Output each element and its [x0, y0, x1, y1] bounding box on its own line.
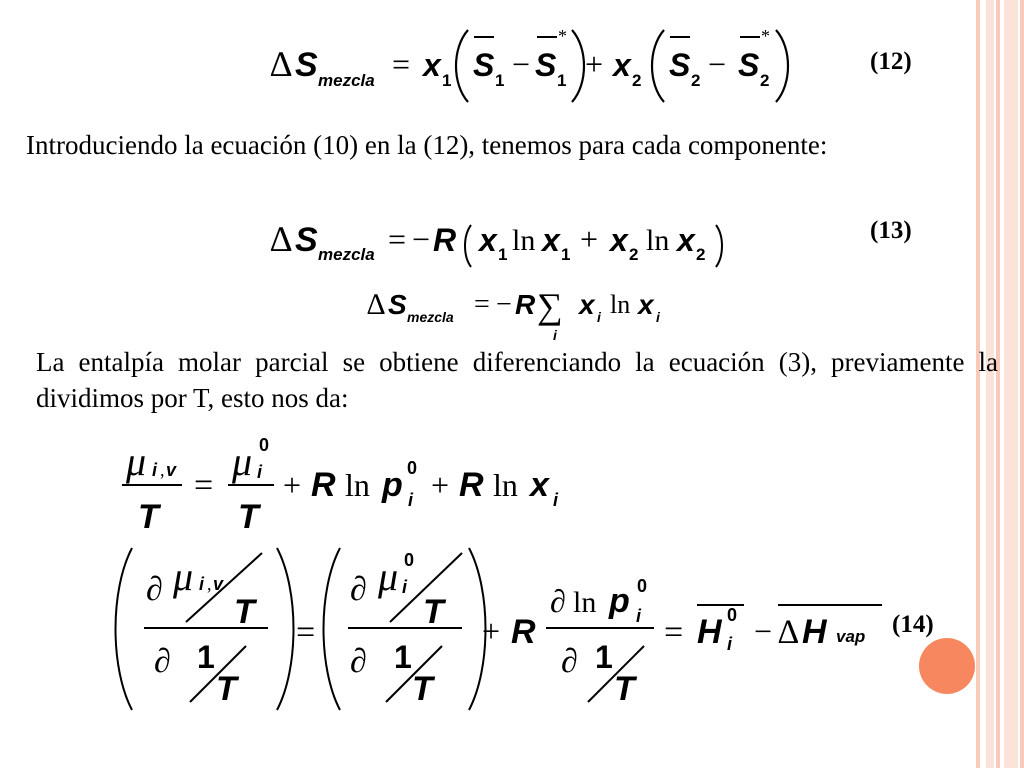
eq13-x2-sub: 2 [629, 245, 639, 264]
eq12-x2: x [613, 47, 631, 83]
equation-number-14: (14) [892, 611, 934, 638]
eq13b-ln: ln [610, 290, 631, 319]
eqmu-R-2: R [459, 466, 484, 504]
eqmu-sub-comma: , [160, 460, 165, 480]
eqmu-T-2: T [238, 498, 259, 536]
eq13-ln-1: ln [512, 224, 536, 257]
eq12-x1-sub: 1 [442, 71, 452, 90]
eq13b-x2-sub: i [656, 309, 660, 325]
eqmu-sup-0: 0 [259, 435, 270, 455]
eq14-H-2: H [802, 613, 827, 651]
eq14-one-2: 1 [394, 639, 412, 675]
eq14-H: H [697, 613, 722, 651]
eq12-S1-sub: 1 [495, 71, 505, 90]
eq13-minus: − [412, 221, 431, 257]
eq14-sub-vap: vap [836, 627, 866, 646]
eq14-minus: − [754, 613, 773, 649]
eq12-paren-right-2 [776, 30, 788, 102]
eq14-paren-left-1 [116, 548, 133, 710]
eqmu-ln-2: ln [493, 467, 518, 503]
eqmu-x: x [530, 466, 549, 504]
eq13-x2b-sub: 2 [696, 245, 706, 264]
eq13b-delta: ∆ [367, 288, 386, 321]
eqmu-mu-iv: μ [126, 439, 147, 484]
eq14-p: p [609, 582, 630, 620]
eq13b-x-sub: i [597, 309, 601, 325]
eqmu-x-sub-i: i [553, 490, 559, 510]
eq13-x1-sub: 1 [498, 245, 508, 264]
eq12-delta: ∆ [270, 44, 293, 84]
equation-14 [116, 548, 883, 710]
eqmu-sub-i: i [152, 460, 158, 480]
eq14-equals-1: = [296, 614, 316, 651]
eq14-sub-comma: , [207, 574, 212, 594]
equation-chemical-potential [122, 435, 559, 536]
eqmu-plus-2: + [431, 467, 450, 503]
eq12-plus: + [585, 46, 604, 82]
eq13-equals: = [388, 221, 407, 257]
eq13b-minus: − [496, 289, 512, 320]
eq14-one-3: 1 [595, 639, 613, 675]
eq12-star-2: * [761, 26, 770, 46]
eq13-R: R [433, 222, 457, 258]
eqmu-p: p [382, 466, 403, 504]
eq14-mu-i0: μ [378, 554, 399, 599]
eq14-one-1: 1 [197, 639, 215, 675]
eqmu-equals: = [194, 467, 214, 504]
eq12-S2-sub: 2 [691, 71, 701, 90]
eq13b-sum: ∑ [537, 286, 563, 326]
eq13b-sub-mezcla: mezcla [407, 309, 454, 325]
eq12-minus-2: − [708, 46, 727, 82]
eq14-p-sub-i: i [636, 606, 642, 626]
eq14-ln: ln [573, 586, 597, 619]
eq14-plus: + [482, 613, 501, 649]
eq14-partial-4: ∂ [350, 643, 367, 680]
eq13-x1: x [479, 222, 497, 258]
eqmu-mu-i0: μ [232, 439, 253, 484]
eqmu-plus-1: + [283, 467, 302, 503]
paragraph-2: La entalpía molar parcial se obtiene diferenciando la ecuación (3), previamente la dividimos por T, esto nos da: [36, 347, 998, 413]
equation-number-13: (13) [870, 217, 912, 244]
eq12-S2: S [669, 47, 691, 83]
eq14-T-4: T [412, 670, 433, 708]
eq12-star-1: * [558, 26, 567, 46]
eqmu-R-1: R [311, 466, 336, 504]
eq14-T-3: T [423, 593, 444, 631]
eq13b-R: R [515, 289, 536, 320]
eq14-partial-5: ∂ [550, 583, 566, 619]
eq12-paren-left-2 [652, 30, 664, 102]
eq14-delta: ∆ [778, 614, 799, 651]
eq13-plus: + [580, 221, 599, 257]
eq14-partial-3: ∂ [350, 571, 367, 608]
eqmu-p-sup-0: 0 [407, 458, 418, 478]
eq12-x1: x [423, 47, 441, 83]
eq13-S: S [295, 221, 318, 259]
eqmu-T-1: T [138, 498, 159, 536]
eq12-sub-mezcla: mezcla [318, 71, 375, 90]
eq13-sub-mezcla: mezcla [318, 245, 375, 264]
eqmu-sub-v: v [166, 460, 177, 480]
eq14-mu-sup-0: 0 [404, 550, 415, 570]
eq14-sub-i: i [199, 574, 205, 594]
eqmu-p-sub-i: i [408, 490, 414, 510]
eq14-mu-sub-i: i [402, 577, 408, 597]
eq14-paren-left-2 [324, 548, 341, 710]
equation-13-line-1 [270, 219, 722, 267]
eq12-paren-left-1 [456, 30, 468, 102]
equation-13-line-2 [367, 286, 661, 343]
eq14-T-5: T [614, 670, 635, 708]
paragraph-1: Introduciendo la ecuación (10) en la (12), tenemos para cada componente: [26, 130, 828, 160]
eq14-R: R [511, 613, 536, 651]
eq13-ln-2: ln [646, 224, 670, 257]
eq13b-sum-index: i [553, 327, 557, 343]
eq14-equals-2: = [664, 614, 684, 651]
equation-number-12: (12) [870, 48, 912, 75]
eq13-paren-left [465, 225, 471, 267]
eq13-x1b-sub: 1 [561, 245, 571, 264]
eq12-S2star-sub: 2 [760, 71, 770, 90]
eq14-sub-v: v [213, 574, 224, 594]
eq12-S2star: S [738, 47, 760, 83]
eq12-x2-sub: 2 [632, 71, 642, 90]
eq14-partial-6: ∂ [561, 643, 578, 680]
eq13-paren-right [716, 225, 722, 267]
equation-12 [270, 26, 788, 102]
eq12-equals: = [392, 46, 411, 82]
eq12-S1: S [473, 47, 495, 83]
eq12-paren-right-1 [572, 30, 584, 102]
eq14-mu-iv: μ [173, 554, 194, 599]
eq14-H-sub-i: i [727, 634, 733, 654]
eq13-x2: x [610, 222, 628, 258]
eq13b-x: x [579, 289, 595, 320]
eq14-partial-1: ∂ [146, 571, 163, 608]
eq14-paren-right-1 [277, 548, 294, 710]
eq13-delta: ∆ [270, 219, 293, 259]
eq13b-x2: x [638, 289, 654, 320]
eq13-x1b: x [542, 222, 560, 258]
eq13b-equals: = [474, 289, 490, 320]
eq12-S1star: S [535, 47, 557, 83]
eqmu-sub-i-2: i [257, 462, 263, 482]
eq14-p-sup-0: 0 [637, 576, 648, 596]
eq12-minus-1: − [512, 46, 531, 82]
eq14-T-2: T [216, 670, 237, 708]
eq12-S: S [295, 46, 318, 84]
eq12-S1star-sub: 1 [557, 71, 567, 90]
eq14-T-1: T [234, 593, 255, 631]
eq14-H-sup-0: 0 [727, 605, 738, 625]
eq14-partial-2: ∂ [154, 643, 171, 680]
eq13-x2b: x [677, 222, 695, 258]
eqmu-ln-1: ln [345, 467, 370, 503]
eq13b-S: S [388, 289, 407, 320]
